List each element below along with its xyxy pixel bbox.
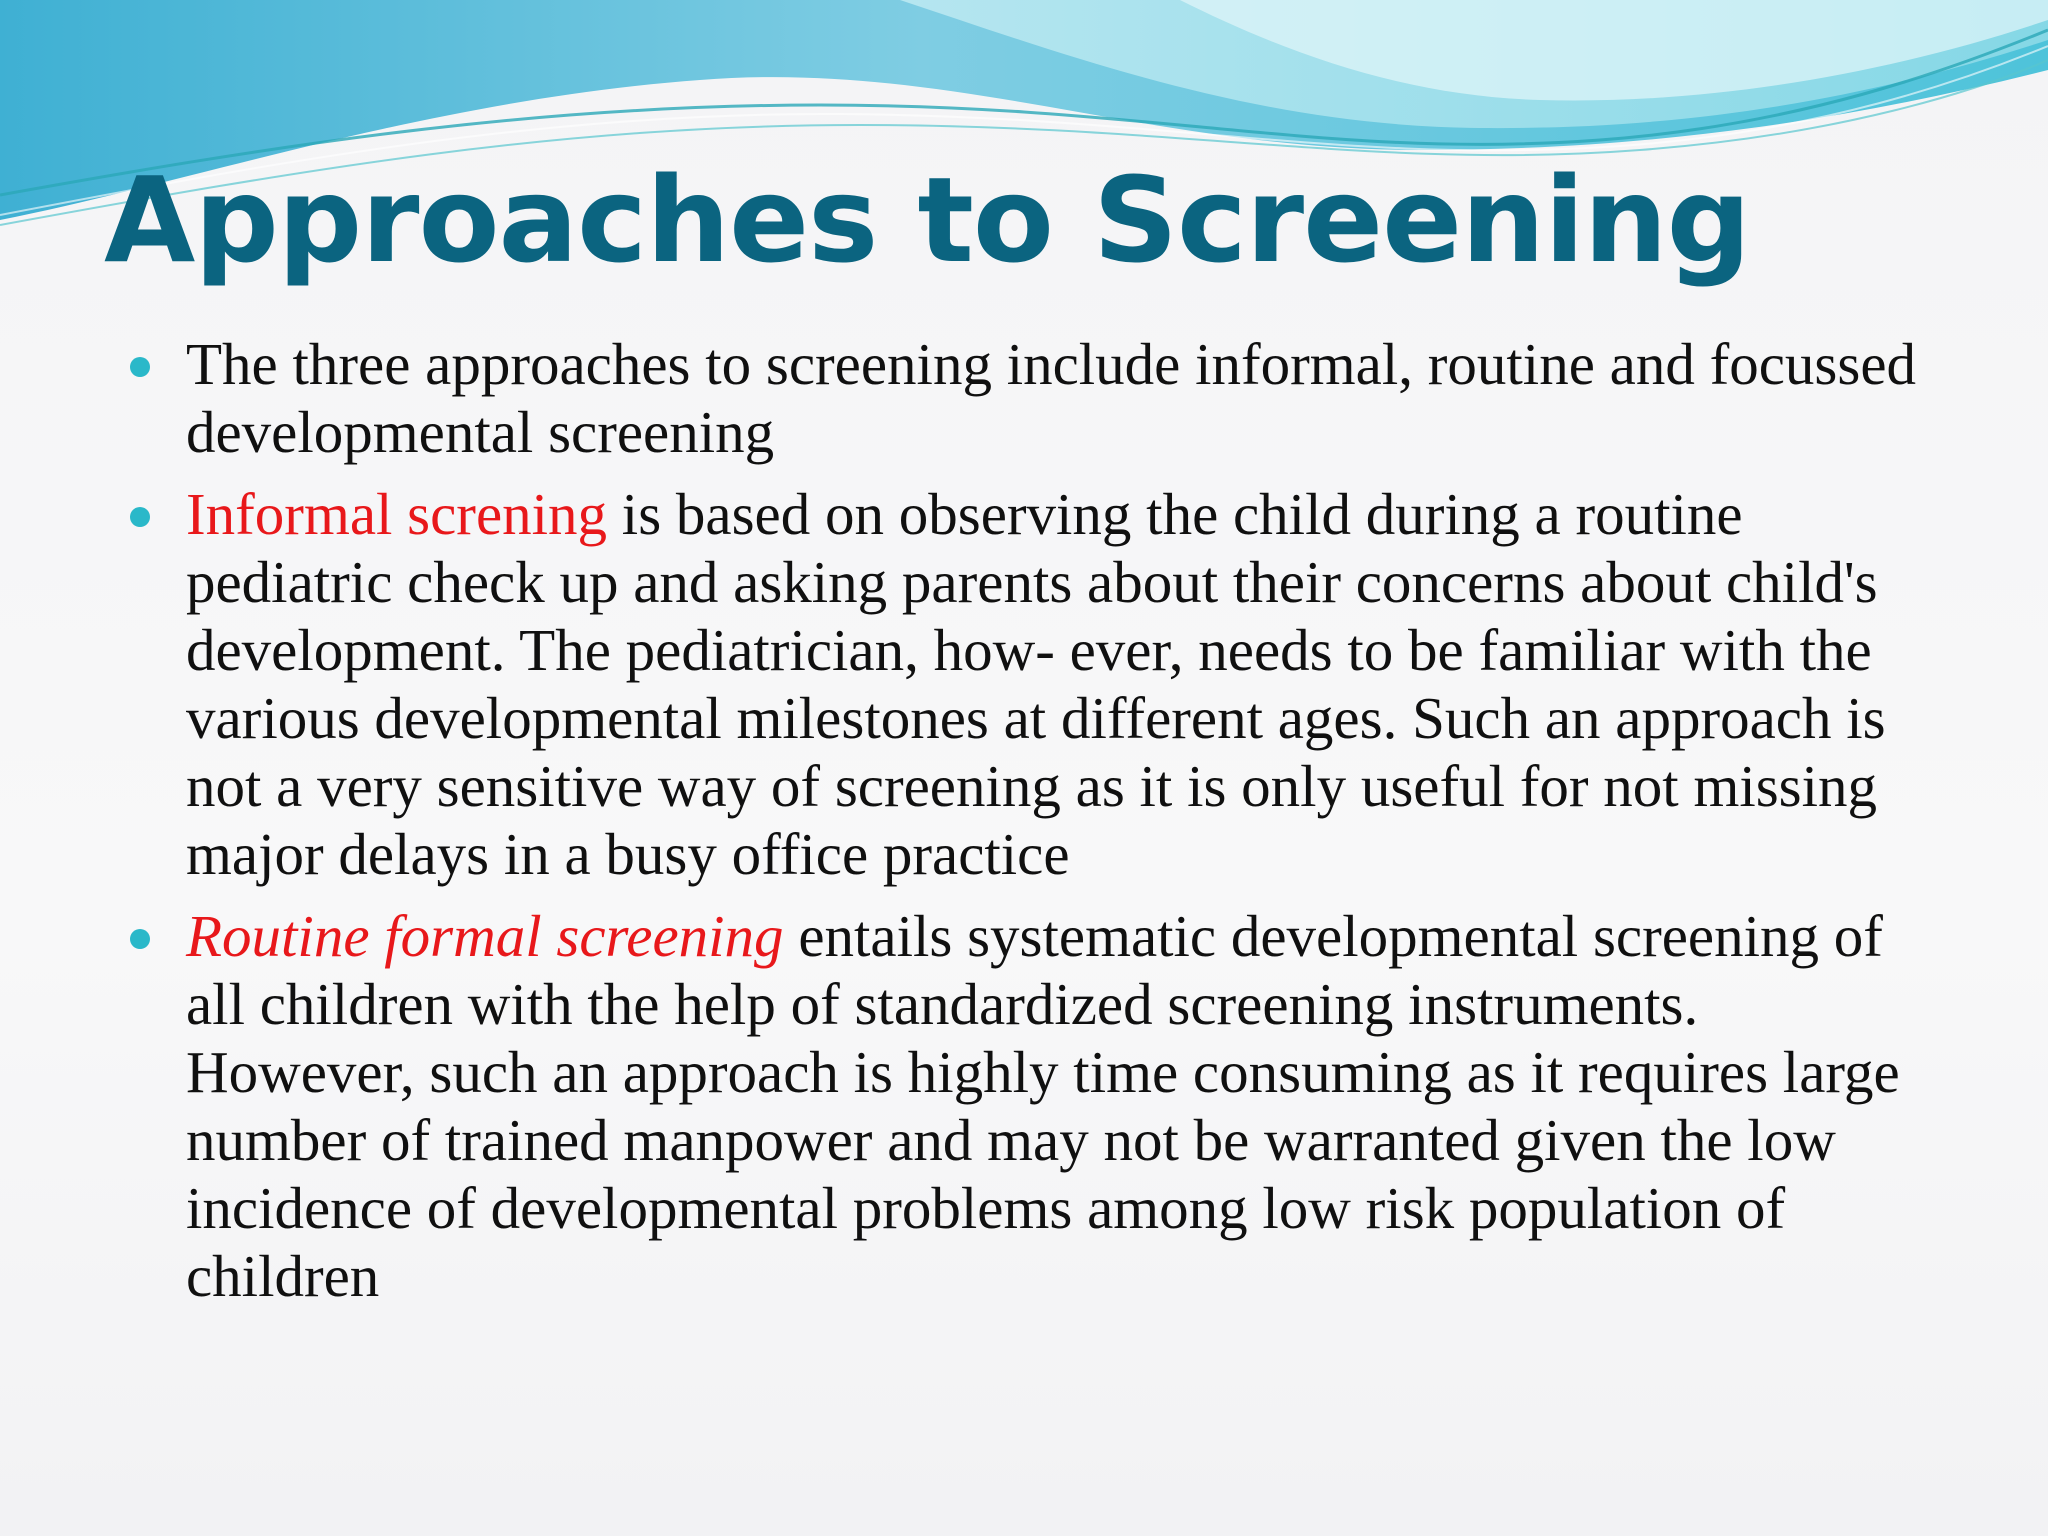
bullet-dot-icon bbox=[130, 357, 150, 377]
slide-title: Approaches to Screening bbox=[104, 151, 1751, 289]
bullet-dot-icon bbox=[130, 507, 150, 527]
bullet-list bbox=[186, 330, 1936, 1324]
bullet-highlight-term: Informal screning bbox=[186, 481, 608, 547]
bullet-item-approaches bbox=[186, 330, 1936, 466]
bullet-text: entails systematic developmental screening of all children with the help of standardized screening instruments. However, such an approach is highly time consuming as it requires large number of trained manpower and may not be warranted given the low incidence of developmental problems among low risk population of children bbox=[186, 903, 1900, 1309]
bullet-item-routine-formal-screening bbox=[186, 902, 1936, 1310]
bullet-text: The three approaches to screening include informal, routine and focussed developmental screening bbox=[186, 331, 1917, 465]
bullet-text: is based on observing the child during a routine pediatric check up and asking parents about their concerns about child's development. The pediatrician, how- ever, needs to be familiar with the various developmental milestones at different ages. Such an approach is not a very sensitive way of screening as it is only useful for not missing major delays in a busy office practice bbox=[186, 481, 1886, 887]
bullet-item-informal-screening bbox=[186, 480, 1936, 888]
bullet-highlight-term: Routine formal screening bbox=[186, 903, 784, 969]
bullet-dot-icon bbox=[130, 929, 150, 949]
